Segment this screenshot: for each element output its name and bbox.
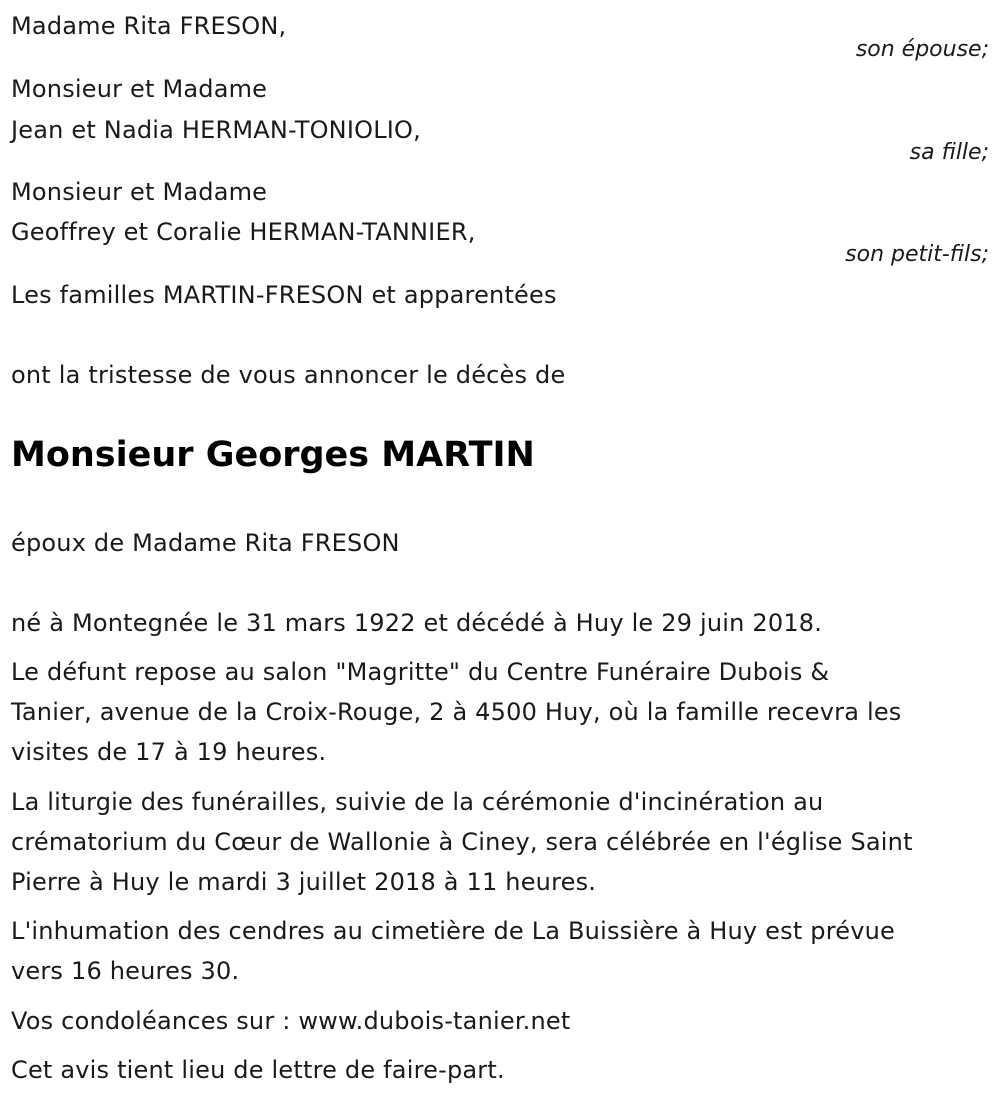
liturgy-paragraph-line-3: Pierre à Huy le mardi 3 juillet 2018 à 11 heures. bbox=[11, 868, 597, 896]
family-member-spouse: Madame Rita FRESON, bbox=[11, 12, 287, 40]
family-member-grandson-title: Monsieur et Madame bbox=[11, 178, 268, 206]
spouse-of-line: époux de Madame Rita FRESON bbox=[11, 529, 400, 557]
notice-line: Cet avis tient lieu de lettre de faire-part. bbox=[11, 1056, 505, 1084]
rest-paragraph-line-3: visites de 17 à 19 heures. bbox=[11, 738, 327, 766]
rest-paragraph-line-2: Tanier, avenue de la Croix-Rouge, 2 à 4500 Huy, où la famille recevra les bbox=[11, 698, 902, 726]
burial-paragraph-line-2: vers 16 heures 30. bbox=[11, 957, 240, 985]
rest-paragraph-line-1: Le défunt repose au salon "Magritte" du Centre Funéraire Dubois & bbox=[11, 658, 830, 686]
condolences-line: Vos condoléances sur : www.dubois-tanier.net bbox=[11, 1007, 571, 1035]
liturgy-paragraph-line-1: La liturgie des funérailles, suivie de la cérémonie d'incinération au bbox=[11, 788, 824, 816]
liturgy-paragraph-line-2: crématorium du Cœur de Wallonie à Ciney, sera célébrée en l'église Saint bbox=[11, 828, 913, 856]
relation-grandson: son petit-fils; bbox=[845, 242, 989, 267]
families-line: Les familles MARTIN-FRESON et apparentées bbox=[11, 281, 557, 309]
family-member-grandson: Geoffrey et Coralie HERMAN-TANNIER, bbox=[11, 218, 476, 246]
burial-paragraph-line-1: L'inhumation des cendres au cimetière de La Buissière à Huy est prévue bbox=[11, 917, 895, 945]
relation-daughter: sa fille; bbox=[909, 140, 989, 165]
announcement-line: ont la tristesse de vous annoncer le décès de bbox=[11, 361, 566, 389]
relation-spouse: son épouse; bbox=[855, 37, 989, 62]
family-member-daughter-title: Monsieur et Madame bbox=[11, 75, 268, 103]
birth-death-line: né à Montegnée le 31 mars 1922 et décédé à Huy le 29 juin 2018. bbox=[11, 609, 823, 637]
deceased-name: Monsieur Georges MARTIN bbox=[11, 435, 535, 475]
family-member-daughter: Jean et Nadia HERMAN-TONIOLIO, bbox=[11, 116, 421, 144]
